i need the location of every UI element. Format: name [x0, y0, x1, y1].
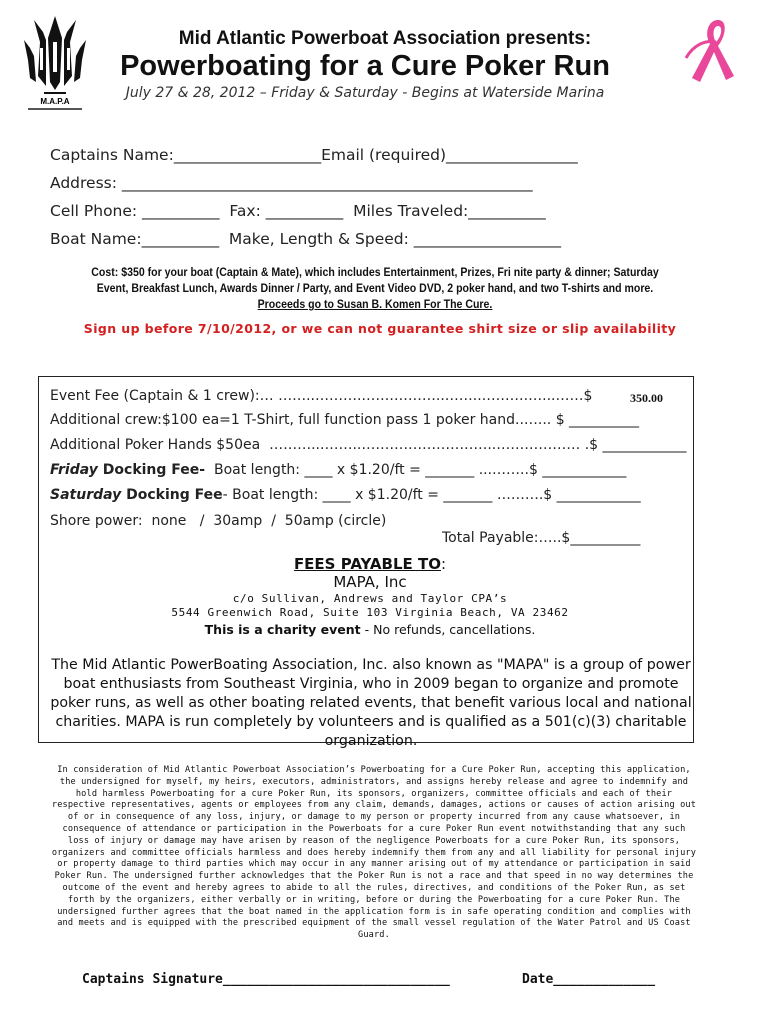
event-fee-row — [50, 388, 592, 404]
payee-address-1: c/o Sullivan, Andrews and Taylor CPA’s — [232, 592, 508, 605]
event-date: July 27 & 28, 2012 – Friday & Saturday - Begins at Waterside Marina — [125, 85, 605, 101]
proceeds-line: Proceeds go to Susan B. Komen For The Cure. — [257, 297, 493, 311]
about-mapa: The Mid Atlantic PowerBoating Association, Inc. also known as "MAPA" is a group of power boat enthusiasts from Southeast Virginia, who in 2009 began to organize and promote poker runs, as well as other boating related events, that benefit various local and national charities. MAPA is run completely by volunteers and is qualified as a 501(c)(3) charitable organization. — [50, 657, 692, 749]
payee-name: MAPA, Inc — [333, 573, 407, 591]
charity-note — [0, 622, 740, 637]
charity-label: This is a charity event — [204, 622, 361, 637]
payee-address-2: 5544 Greenwich Road, Suite 103 Virginia Beach, VA 23462 — [171, 606, 569, 619]
saturday-docking-line: - Boat length: ____ x $1.20/ft = _______ ……….$ ____________ — [222, 487, 641, 503]
date-field[interactable]: Date_____________ — [522, 972, 656, 987]
event-fee-amount: 350.00 — [630, 391, 663, 405]
saturday-docking-row[interactable] — [50, 487, 641, 503]
fees-payable-heading — [0, 555, 740, 573]
address-field[interactable]: Address: _____________________________________________________ — [50, 174, 533, 192]
friday-label: Friday — [50, 462, 98, 478]
presents-line: Mid Atlantic Powerboat Association presents: — [178, 28, 592, 49]
cost-description — [89, 264, 661, 312]
friday-docking-label: Docking Fee- — [97, 462, 206, 478]
additional-crew-row[interactable]: Additional crew:$100 ea=1 T-Shirt, full function pass 1 poker hand..…... $ __________ — [50, 412, 640, 428]
logo-text: M.A.P.A — [40, 97, 70, 106]
fees-payable-colon: : — [440, 555, 447, 573]
friday-docking-line: Boat length: ____ x $1.20/ft = _______ ...……..$ ____________ — [205, 462, 627, 478]
waiver-text: In consideration of Mid Atlantic Powerboat Association’s Powerboating for a Cure Poker Run, accepting this application, the undersigned for myself, my heirs, executors, administrators, and assigns hereby release and agree to indemnify and hold harmless Powerboating for a cure Poker Run, its sponsors, organizers, committee officials and each of their respective representatives, agents or employees from any claim, demands, damages, actions or causes of action arising out of or in consequence of any loss, injury, or damage to my person or property incurred from any cause whatsoever, in consequence of attendance or participation in the Powerboats for a cure Poker Run event notwithstanding that any such loss of injury or damage may have arisen by reason of the negligence Powerboats for a cure Poker Run, its sponsors, organizers and committee officials harmless and does hereby indemnify them from any and all liability for personal injury or property damage to third parties which may occur in any manner arising out of my attendance or participation in said Poker Run. The undersigned further acknowledges that the Poker Run is not a race and that speed in no way determines the outcome of the event and hereby agrees to abide to all the rules, directives, and conditions of the Poker Run, as set forth by the organizers, either verbally or in writing, before or during the Powerboating for a cure Poker Run. The undersigned further agrees that the boat named in the application form is in safe operating condition and complies with and meets and is equipped with the prescribed equipment of the small vessel regulation of the Water Patrol and US Coast Guard. — [51, 765, 697, 941]
friday-docking-row[interactable] — [50, 462, 626, 478]
poker-hands-row[interactable]: Additional Poker Hands $50ea ………...……..………………………..……………… .$ ____________ — [50, 437, 687, 453]
charity-refund-note: - No refunds, cancellations. — [360, 622, 536, 637]
saturday-docking-label: Docking Fee — [121, 487, 223, 503]
cost-line-2: Event, Breakfast Lunch, Awards Dinner / Party, and Event Video DVD, 2 poker hand, and two T-shirts and more. — [96, 281, 654, 295]
cost-line-1: Cost: $350 for your boat (Captain & Mate), which includes Entertainment, Prizes, Fri nite party & dinner; Saturday — [91, 265, 659, 279]
cell-fax-miles-field[interactable]: Cell Phone: __________ Fax: __________ Miles Traveled:__________ — [50, 202, 546, 220]
shore-power-row[interactable]: Shore power: none / 30amp / 50amp (circle) — [50, 513, 387, 529]
fees-payable-label: FEES PAYABLE TO — [293, 555, 441, 573]
boat-name-field[interactable]: Boat Name:__________ Make, Length & Speed: ___________________ — [50, 230, 562, 248]
captain-signature-field[interactable]: Captains Signature_____________________________ — [82, 972, 450, 987]
page-title: Powerboating for a Cure Poker Run — [120, 50, 610, 82]
captain-email-field[interactable]: Captains Name:___________________Email (required)_________________ — [50, 146, 578, 164]
total-payable[interactable]: Total Payable:…..$__________ — [442, 530, 641, 546]
signup-deadline: Sign up before 7/10/2012, or we can not guarantee shirt size or slip availability — [83, 321, 677, 336]
event-fee-label: Event Fee (Captain & 1 crew):… ……..……….…….………..……..……….…...……$ — [50, 388, 593, 404]
saturday-label: Saturday — [50, 487, 122, 503]
